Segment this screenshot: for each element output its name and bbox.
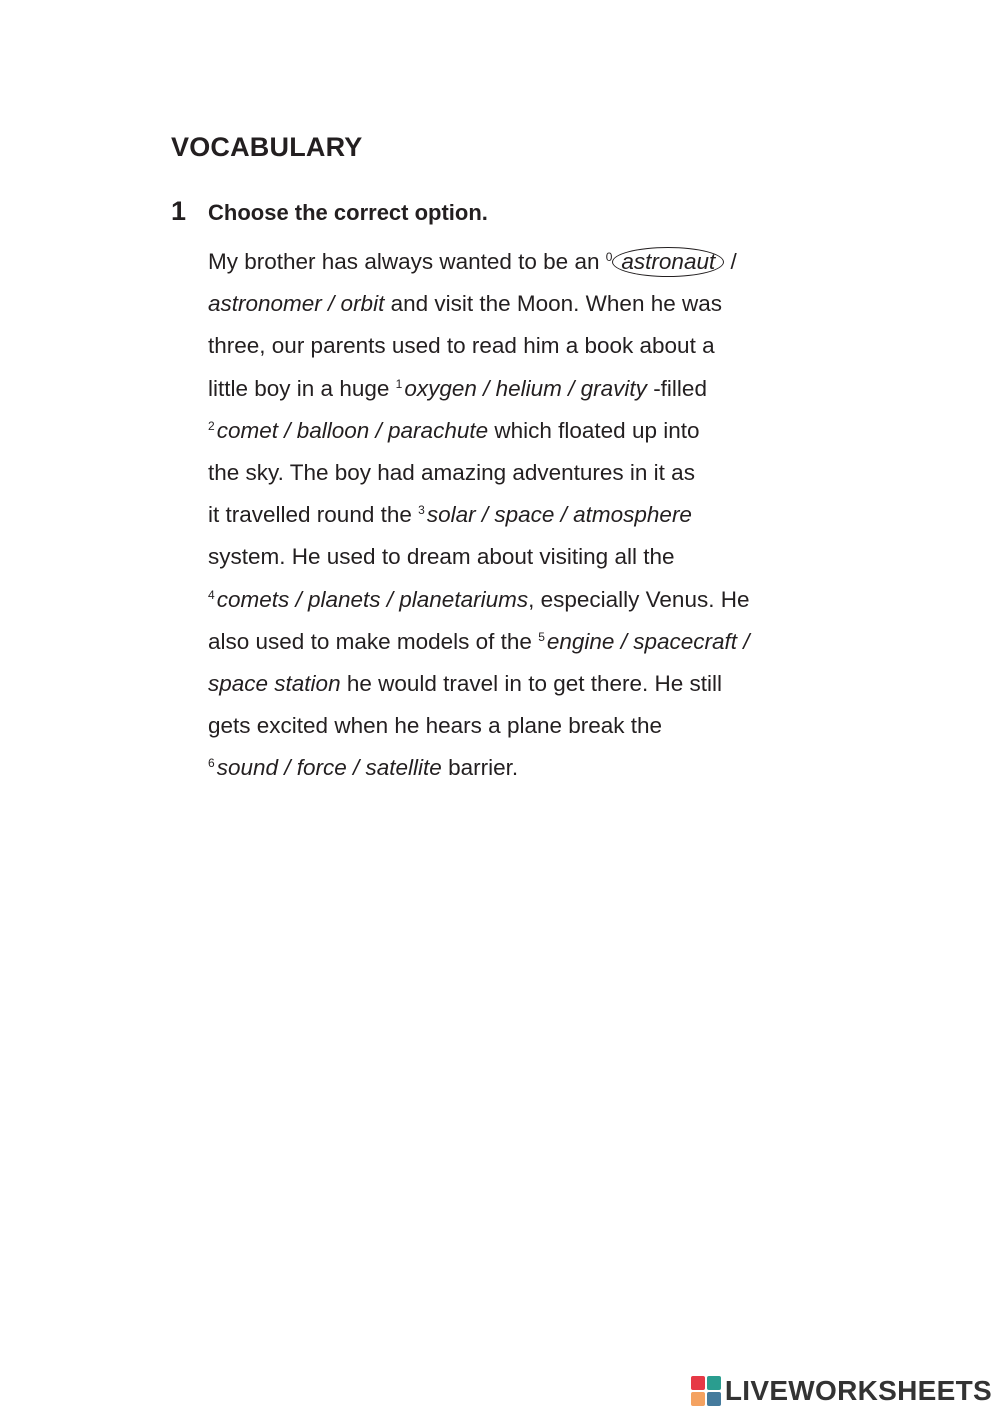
gap-2-options[interactable]: comet / balloon / parachute [216,417,489,443]
gap-5-options-cont[interactable]: space station [208,671,341,697]
gap-5-options[interactable]: engine / spacecraft / [546,628,750,654]
gap-number-5: 5 [538,629,545,644]
logo-square-4 [707,1392,721,1406]
passage-line-4: little boy in a huge $^1$oxygen / helium / gravity -filled [208,375,707,401]
passage-line-13: $^6$sound / force / satellite barrier. [208,755,519,781]
passage-line-8: system. He used to dream about visiting all the [208,544,675,570]
logo-text: LIVEWORKSHEETS [724,1375,992,1406]
section-heading: VOCABULARY [171,132,363,162]
liveworksheets-logo [691,1375,992,1407]
option-astronaut-circled[interactable]: astronaut [612,247,724,277]
gap-6-options[interactable]: sound / force / satellite [216,755,442,781]
liveworksheets-icon [691,1376,721,1406]
logo-square-2 [707,1376,721,1390]
exercise-passage [208,241,848,790]
exercise-number: 1 [171,196,187,226]
logo-square-1 [691,1376,705,1390]
gap-0-options[interactable]: astronomer / orbit [208,291,385,317]
exercise-instruction: Choose the correct option. [208,200,488,225]
passage-line-3: three, our parents used to read him a book about a [208,333,715,359]
passage-line-9: $^4$comets / planets / planetariums, especially Venus. He [208,586,750,612]
passage-line-10: also used to make models of the $^5$engine / spacecraft / [208,628,750,654]
gap-number-4: 4 [208,587,215,602]
logo-square-3 [691,1392,705,1406]
passage-line-11: space station he would travel in to get there. He still [208,671,723,697]
gap-number-1: 1 [395,376,403,391]
gap-number-3: 3 [418,503,425,518]
gap-number-0: 0 [605,250,613,264]
gap-4-options[interactable]: comets / planets / planetariums [216,586,529,612]
passage-line-2: astronomer / orbit and visit the Moon. When he was [208,291,723,317]
gap-3-options[interactable]: solar / space / atmosphere [426,502,692,528]
passage-line-5: $^2$comet / balloon / parachute which floated up into [208,417,700,443]
gap-1-options[interactable]: oxygen / helium / gravity [404,375,647,401]
gap-number-6: 6 [208,756,215,771]
gap-number-2: 2 [208,418,215,433]
passage-line-7: it travelled round the $^3$solar / space / atmosphere [208,502,692,528]
passage-line-6: the sky. The boy had amazing adventures in it as [208,460,695,486]
passage-line-12: gets excited when he hears a plane break the [208,713,663,739]
passage-line-1: My brother has always wanted to be an $^0$ astronaut / [208,241,848,283]
